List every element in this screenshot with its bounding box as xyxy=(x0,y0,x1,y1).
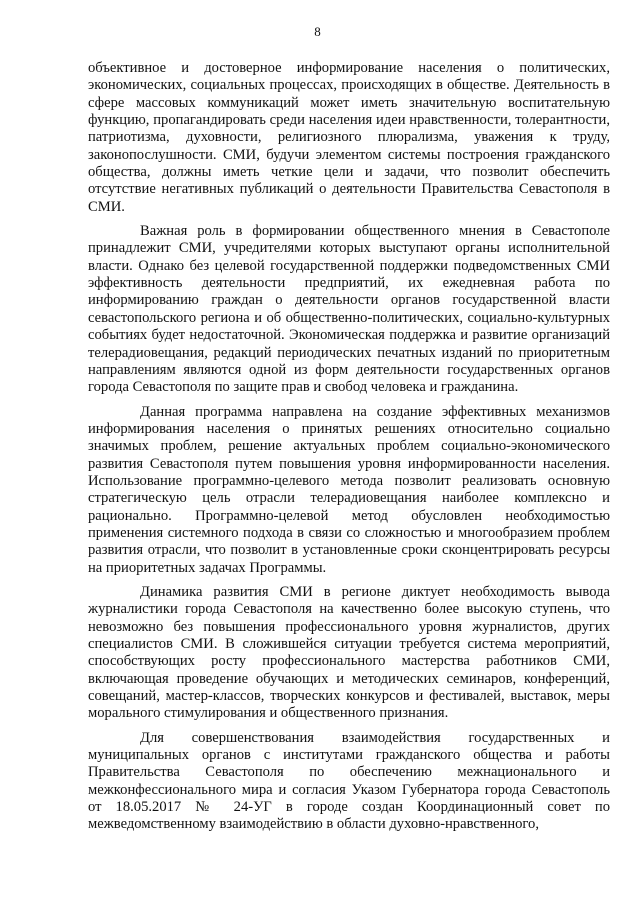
page-number: 8 xyxy=(314,24,321,39)
paragraph-smi-role: Важная роль в формировании общественного мнения в Севастополе принадлежит СМИ, учредителями которых выступают органы исполнительной власти. Однако без целевой государственной поддержки подведомственных СМИ эффективность деятельности предприятий, их ежедневная работа по информированию граждан о деятельности органов государственной власти севастопольского региона и об общественно-политических, социально-культурных событиях будет недостаточной. Экономическая поддержка и развитие организаций телерадиовещания, редакций периодических печатных изданий по приоритетным направлениям являются одной из форм деятельности государственных органов города Севастополя по защите прав и свобод человека и гражданина. xyxy=(88,223,610,396)
paragraph-journalism-development: Динамика развития СМИ в регионе диктует необходимость вывода журналистики города Севастополя на качественно более высокую ступень, что невозможно без повышения профессионального уровня журналистов, других специалистов СМИ. В сложившейся ситуации требуется система мероприятий, способствующих росту профессионального мастерства работников СМИ, включающая проведение обучающих и методических семинаров, конференций, совещаний, мастер-классов, творческих конкурсов и фестивалей, выставок, меры морального стимулирования и общественного признания. xyxy=(88,583,610,722)
paragraph-continuation: объективное и достоверное информирование населения о политических, экономических, социальных процессах, происходящих в обществе. Деятельность в сфере массовых коммуникаций может иметь значительную воспитательную функцию, пропагандировать среди населения идеи нравственности, толерантности, патриотизма, духовности, религиозного плюрализма, уважения к труду, законопослушности. СМИ, будучи элементом системы построения гражданского общества, должны иметь четкие цели и задачи, что позволит обеспечить отсутствие негативных публикаций о деятельности Правительства Севастополя в СМИ. xyxy=(88,60,610,215)
paragraph-coordination-council: Для совершенствования взаимодействия государственных и муниципальных органов с институтами гражданского общества и работы Правительства Севастополя по обеспечению межнационального и межконфессионального мира и согласия Указом Губернатора города Севастополь от 18.05.2017 № 24-УГ в городе создан Координационный совет по межведомственному взаимодействию в области духовно-нравственного, xyxy=(88,729,610,833)
paragraph-program-aim: Данная программа направлена на создание эффективных механизмов информирования населения о принятых решениях относительно социально значимых проблем, решение актуальных проблем социально-экономического развития Севастополя путем повышения уровня информированности населения. Использование программно-целевого метода позволит реализовать основную стратегическую цель отрасли телерадиовещания наиболее комплексно и рационально. Программно-целевой метод обусловлен необходимостью применения системного подхода в связи со сложностью и многообразием проблем развития отрасли, что позволит в установленные сроки сконцентрировать ресурсы на приоритетных задачах Программы. xyxy=(88,403,610,576)
document-body xyxy=(88,60,610,834)
